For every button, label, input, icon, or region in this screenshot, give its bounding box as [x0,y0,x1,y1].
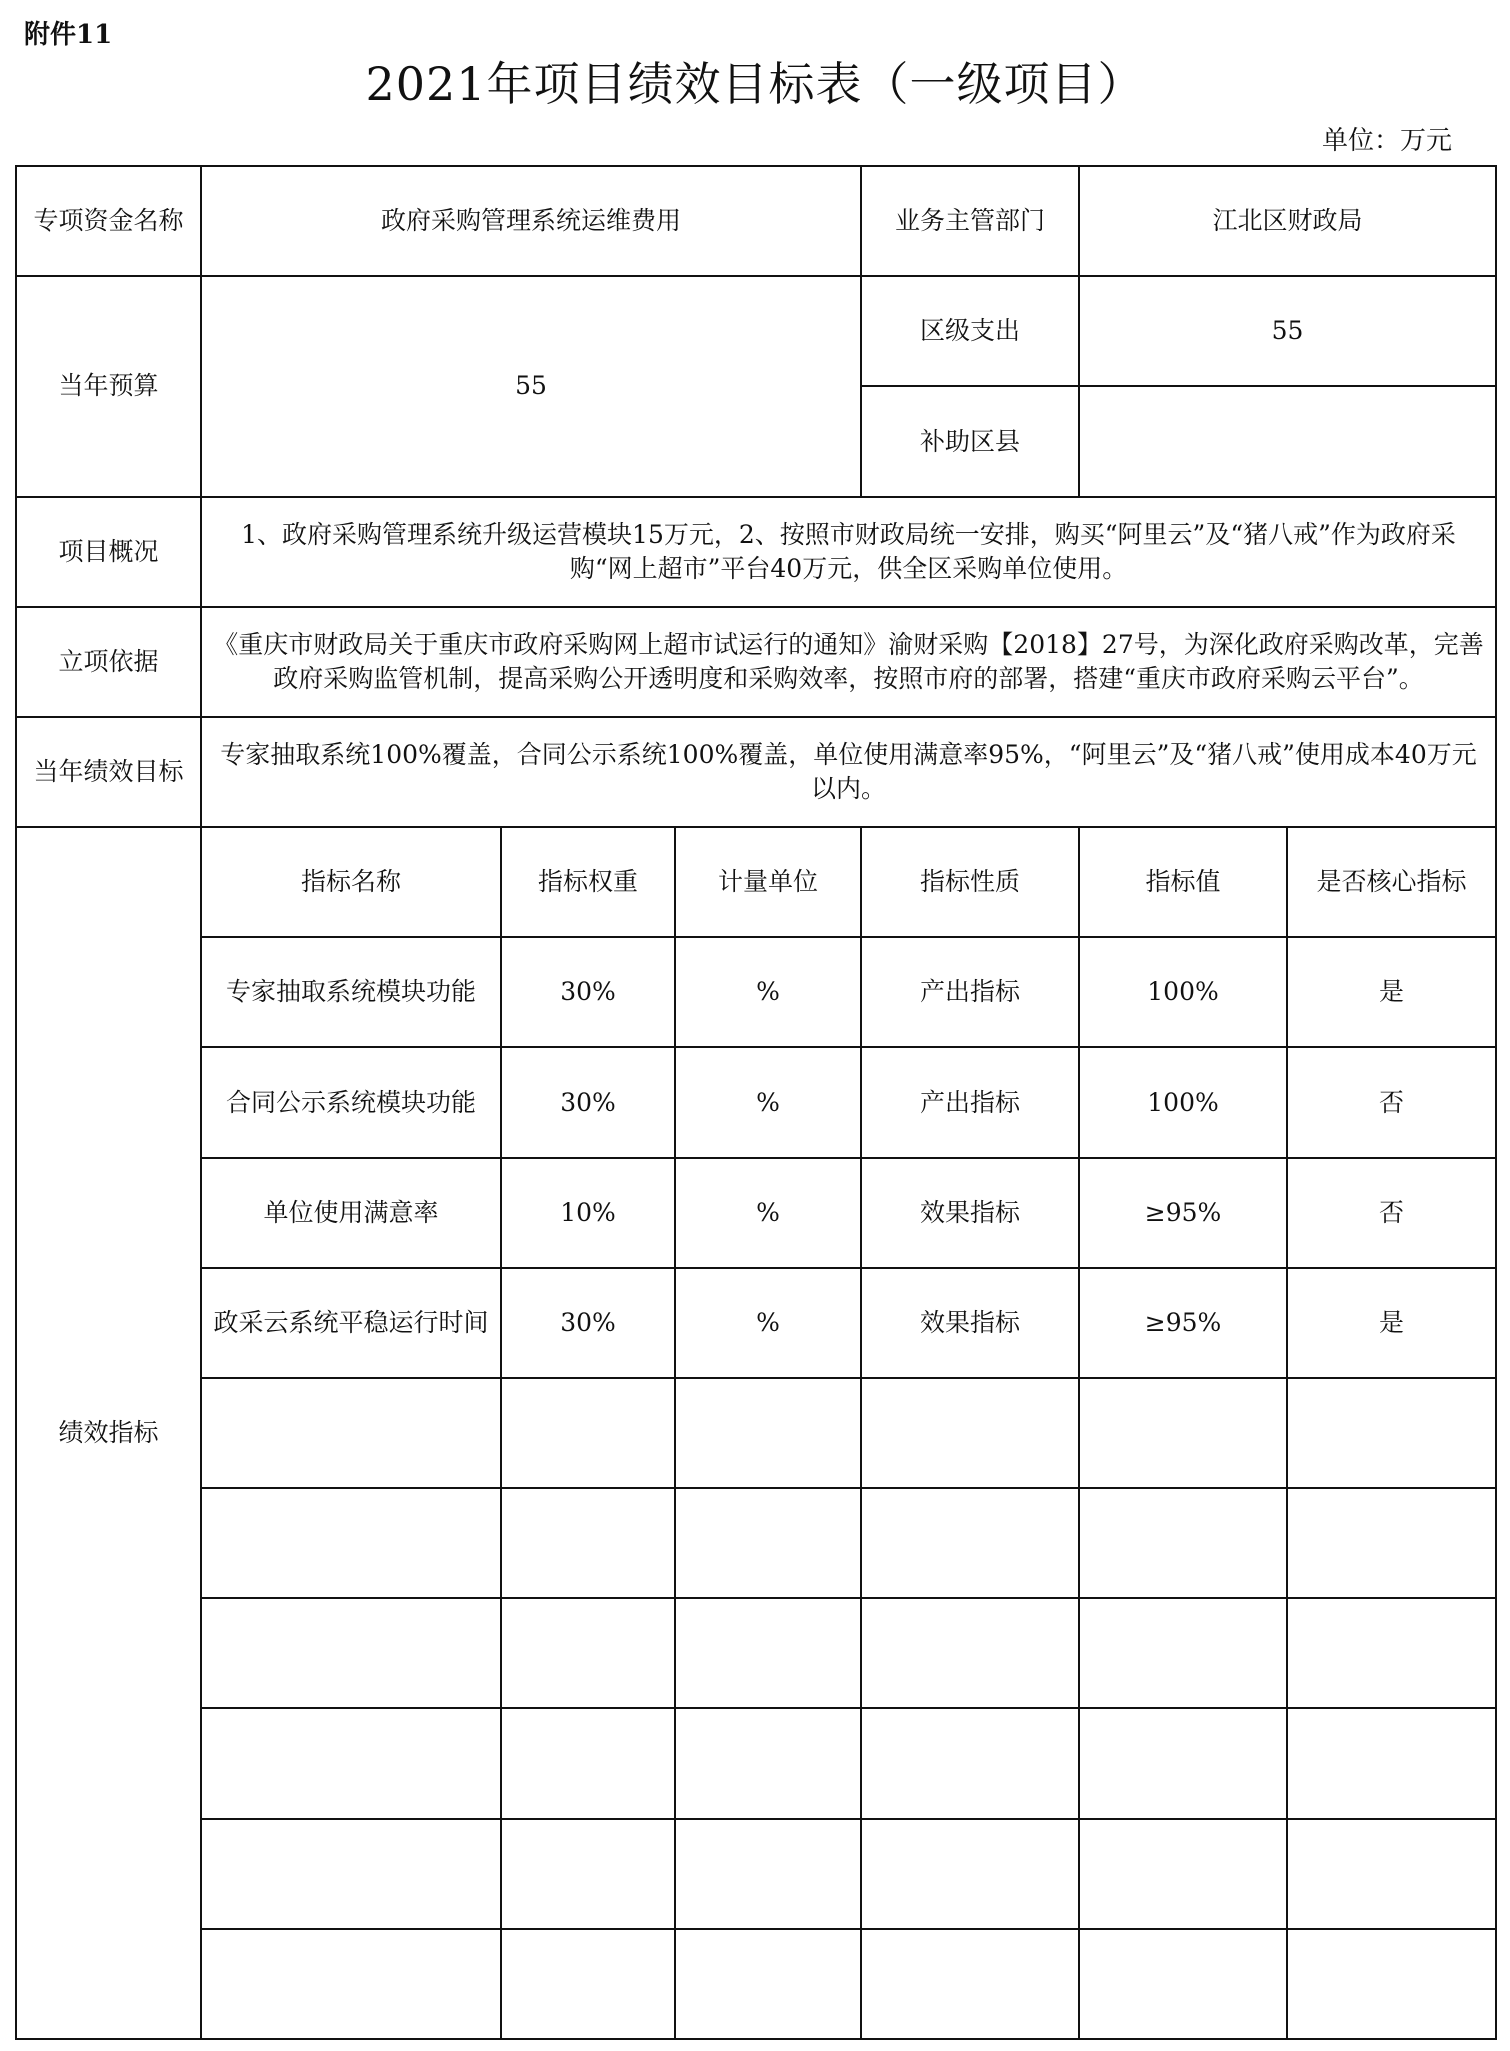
indicator-nature: 效果指标 [861,1268,1079,1378]
indicator-value: 100% [1079,937,1287,1047]
indicators-label: 绩效指标 [16,827,201,2039]
empty-row [16,1488,1496,1598]
empty-row [16,1598,1496,1708]
indicator-row [16,1268,1496,1378]
empty-cell [1287,1819,1496,1929]
indicator-core: 否 [1287,1158,1496,1268]
overview-label: 项目概况 [16,497,201,607]
page-title: 2021年项目绩效目标表（一级项目） [365,57,1145,111]
indicator-value: 100% [1079,1047,1287,1157]
empty-cell [1287,1378,1496,1488]
empty-cell [201,1598,501,1708]
header-value: 指标值 [1079,827,1287,937]
header-core: 是否核心指标 [1287,827,1496,937]
indicator-unit: % [675,937,861,1047]
empty-cell [201,1929,501,2039]
basis-label: 立项依据 [16,607,201,717]
empty-cell [1287,1488,1496,1598]
fund-name-label: 专项资金名称 [16,166,201,276]
department-label: 业务主管部门 [861,166,1079,276]
basis-row [16,607,1496,717]
empty-row [16,1929,1496,2039]
indicator-header-row [16,827,1496,937]
indicator-row [16,1047,1496,1157]
empty-cell [1287,1598,1496,1708]
overview-row [16,497,1496,607]
empty-cell [1287,1929,1496,2039]
empty-cell [1079,1929,1287,2039]
indicator-core: 否 [1287,1047,1496,1157]
district-expense-value: 55 [1079,276,1496,386]
indicator-weight: 30% [501,1268,675,1378]
empty-cell [501,1708,675,1818]
empty-cell [201,1708,501,1818]
empty-row [16,1708,1496,1818]
empty-row [16,1819,1496,1929]
empty-cell [861,1708,1079,1818]
empty-cell [861,1929,1079,2039]
indicator-unit: % [675,1047,861,1157]
indicator-row [16,1158,1496,1268]
empty-cell [201,1488,501,1598]
empty-cell [675,1708,861,1818]
empty-cell [861,1819,1079,1929]
indicator-value: ≥95% [1079,1268,1287,1378]
empty-cell [861,1378,1079,1488]
department-value: 江北区财政局 [1079,166,1496,276]
budget-label: 当年预算 [16,276,201,496]
indicator-weight: 30% [501,937,675,1047]
empty-cell [675,1819,861,1929]
header-indicator-weight: 指标权重 [501,827,675,937]
budget-row [16,276,1496,386]
indicator-weight: 10% [501,1158,675,1268]
basis-text: 《重庆市财政局关于重庆市政府采购网上超市试运行的通知》渝财采购【2018】27号，为深化政府采购改革，完善政府采购监管机制，提高采购公开透明度和采购效率，按照市府的部署，搭建“重庆市政府采购云平台”。 [201,607,1496,717]
empty-cell [201,1378,501,1488]
budget-value: 55 [201,276,861,496]
empty-cell [1287,1708,1496,1818]
header-unit: 计量单位 [675,827,861,937]
district-expense-label: 区级支出 [861,276,1079,386]
empty-cell [501,1378,675,1488]
empty-row [16,1378,1496,1488]
indicator-unit: % [675,1158,861,1268]
goal-label: 当年绩效目标 [16,717,201,827]
indicator-nature: 效果指标 [861,1158,1079,1268]
empty-cell [1079,1819,1287,1929]
unit-label: 单位：万元 [1322,126,1453,156]
indicator-unit: % [675,1268,861,1378]
indicator-name: 合同公示系统模块功能 [201,1047,501,1157]
indicator-name: 政采云系统平稳运行时间 [201,1268,501,1378]
empty-cell [675,1488,861,1598]
empty-cell [1079,1708,1287,1818]
empty-cell [861,1598,1079,1708]
fund-name-value: 政府采购管理系统运维费用 [201,166,861,276]
empty-cell [501,1819,675,1929]
fund-row [16,166,1496,276]
attachment-label: 附件11 [24,20,113,50]
empty-cell [675,1929,861,2039]
indicator-name: 单位使用满意率 [201,1158,501,1268]
overview-text: 1、政府采购管理系统升级运营模块15万元，2、按照市财政局统一安排，购买“阿里云”及“猪八戒”作为政府采购“网上超市”平台40万元，供全区采购单位使用。 [201,497,1496,607]
indicator-nature: 产出指标 [861,1047,1079,1157]
indicator-value: ≥95% [1079,1158,1287,1268]
empty-cell [861,1488,1079,1598]
goal-text: 专家抽取系统100%覆盖，合同公示系统100%覆盖，单位使用满意率95%，“阿里云”及“猪八戒”使用成本40万元以内。 [201,717,1496,827]
empty-cell [501,1488,675,1598]
empty-cell [501,1929,675,2039]
empty-cell [1079,1378,1287,1488]
performance-goal-table [15,165,1497,2040]
indicator-name: 专家抽取系统模块功能 [201,937,501,1047]
empty-cell [1079,1488,1287,1598]
empty-cell [201,1819,501,1929]
header-indicator-name: 指标名称 [201,827,501,937]
indicator-row [16,937,1496,1047]
indicator-core: 是 [1287,1268,1496,1378]
empty-cell [675,1598,861,1708]
empty-cell [501,1598,675,1708]
indicator-weight: 30% [501,1047,675,1157]
empty-cell [1079,1598,1287,1708]
goal-row [16,717,1496,827]
indicator-nature: 产出指标 [861,937,1079,1047]
subsidy-label: 补助区县 [861,386,1079,496]
empty-cell [675,1378,861,1488]
header-nature: 指标性质 [861,827,1079,937]
indicator-core: 是 [1287,937,1496,1047]
subsidy-value [1079,386,1496,496]
